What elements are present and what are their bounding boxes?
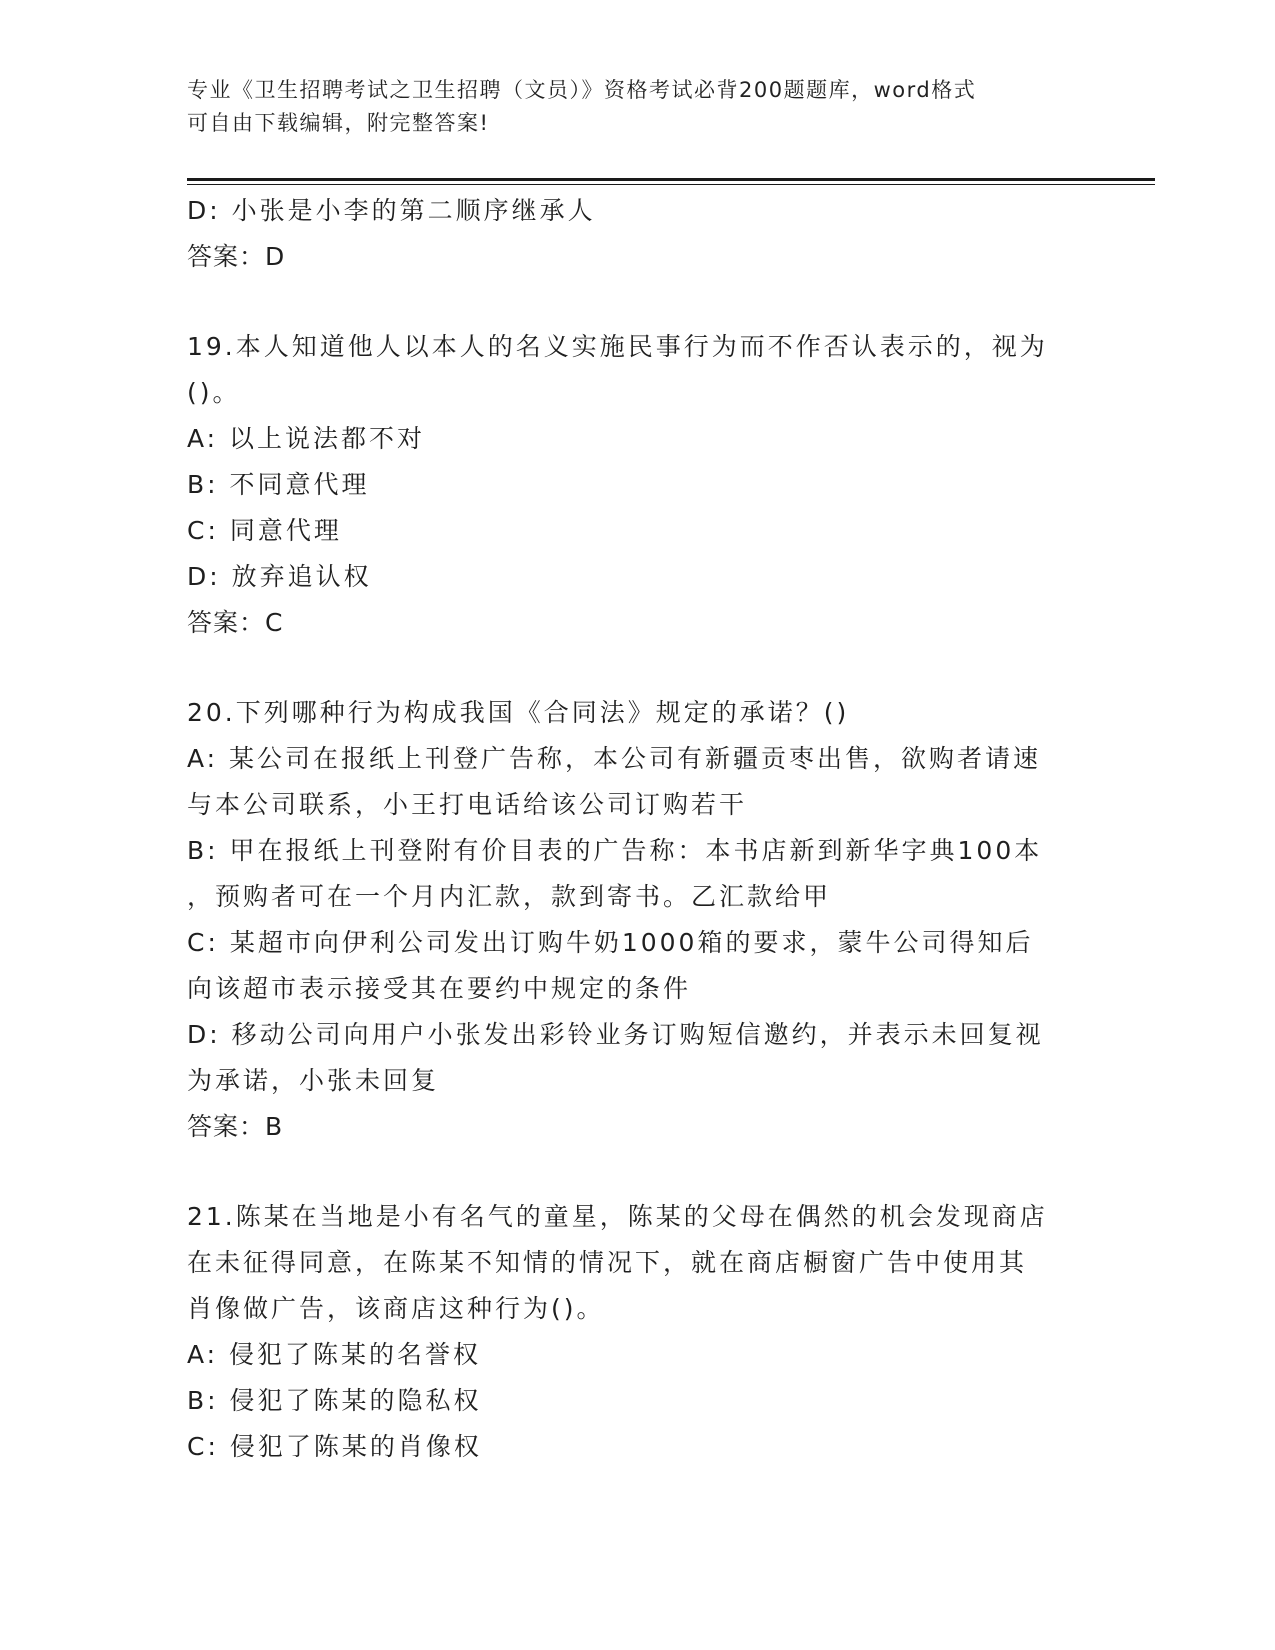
option-b: B: 甲在报纸上刊登附有价目表的广告称：本书店新到新华字典100本 bbox=[187, 836, 1043, 865]
answer: 答案：C bbox=[187, 608, 284, 637]
answer: 答案：D bbox=[187, 242, 286, 271]
header-divider-thin bbox=[187, 184, 1155, 185]
option-d: D: 移动公司向用户小张发出彩铃业务订购短信邀约，并表示未回复视 bbox=[187, 1020, 1044, 1049]
question-stem: ()。 bbox=[187, 378, 241, 407]
question-stem: 19.本人知道他人以本人的名义实施民事行为而不作否认表示的，视为 bbox=[187, 332, 1048, 361]
option-a: A: 以上说法都不对 bbox=[187, 424, 426, 453]
option-b: B: 不同意代理 bbox=[187, 470, 370, 499]
question-21 bbox=[187, 1194, 1067, 1470]
option-a: A: 侵犯了陈某的名誉权 bbox=[187, 1340, 482, 1369]
question-19 bbox=[187, 324, 1067, 646]
option-a: A: 某公司在报纸上刊登广告称，本公司有新疆贡枣出售，欲购者请速 bbox=[187, 744, 1042, 773]
option-d: 为承诺，小张未回复 bbox=[187, 1066, 440, 1095]
question-content bbox=[187, 188, 1067, 1470]
option-c: C: 同意代理 bbox=[187, 516, 342, 545]
question-stem: 肖像做广告，该商店这种行为()。 bbox=[187, 1294, 605, 1323]
option-c: C: 侵犯了陈某的肖像权 bbox=[187, 1432, 482, 1461]
option-c: 向该超市表示接受其在要约中规定的条件 bbox=[187, 974, 692, 1003]
header-divider-thick bbox=[187, 178, 1155, 181]
header-line-2: 可自由下载编辑，附完整答案! bbox=[187, 111, 490, 135]
question-20 bbox=[187, 690, 1067, 1150]
option-d: D: 放弃追认权 bbox=[187, 562, 372, 591]
option-d: D: 小张是小李的第二顺序继承人 bbox=[187, 196, 596, 225]
option-b: ，预购者可在一个月内汇款，款到寄书。乙汇款给甲 bbox=[187, 882, 832, 911]
option-c: C: 某超市向伊利公司发出订购牛奶1000箱的要求，蒙牛公司得知后 bbox=[187, 928, 1034, 957]
header-line-1: 专业《卫生招聘考试之卫生招聘（文员）》资格考试必背200题题库，word格式 bbox=[187, 78, 977, 102]
question-stem: 在未征得同意，在陈某不知情的情况下，就在商店橱窗广告中使用其 bbox=[187, 1248, 1028, 1277]
option-a: 与本公司联系，小王打电话给该公司订购若干 bbox=[187, 790, 748, 819]
question-stem: 21.陈某在当地是小有名气的童星，陈某的父母在偶然的机会发现商店 bbox=[187, 1202, 1048, 1231]
prev-question-tail bbox=[187, 188, 1067, 280]
option-b: B: 侵犯了陈某的隐私权 bbox=[187, 1386, 482, 1415]
answer: 答案：B bbox=[187, 1112, 284, 1141]
question-stem: 20.下列哪种行为构成我国《合同法》规定的承诺？() bbox=[187, 698, 850, 727]
document-header bbox=[187, 74, 1067, 140]
